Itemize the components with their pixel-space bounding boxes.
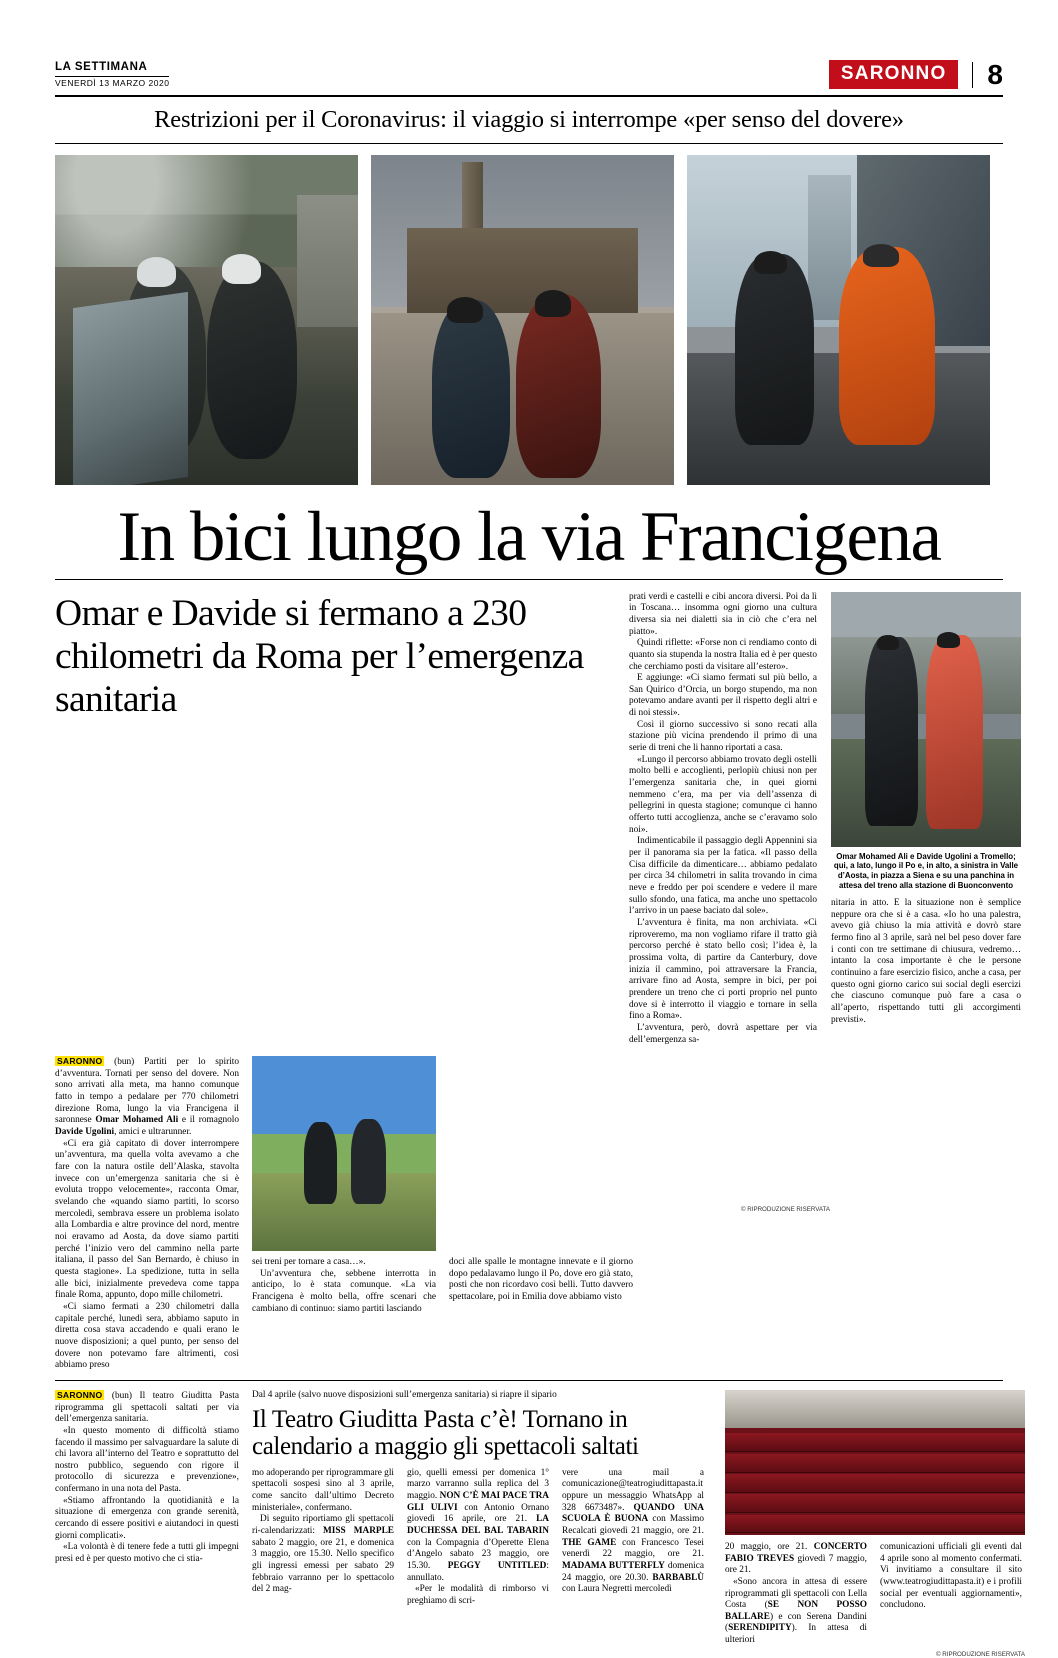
- photo-detail: [447, 297, 483, 323]
- bottom-column-1: [55, 1390, 239, 1658]
- bottom-article: [55, 1389, 1025, 1658]
- deck-and-columns: [55, 591, 1021, 1047]
- paragraph: «In questo momento di difficoltà stiamo facendo il massimo per salvaguardare la salute di chi lavora all’interno del Teatro e soprattutto del nostro pubblico, seguendo con rigore il protocollo di sicurezza e prevenzione», confermano in una nota del Pasta.: [55, 1425, 239, 1495]
- bottom-lead: [55, 1390, 239, 1566]
- story-column-credit: [646, 1056, 830, 1372]
- article-kicker: Restrizioni per il Coronavirus: il viaggio si interrompe «per senso del dovere»: [154, 106, 904, 133]
- section-rule: [55, 1380, 1003, 1381]
- paragraph: comunicazioni ufficiali gli eventi dal 4 aprile sono al momento confermati. Vi invitiamo a consultare il sito (www.teatrogiudittapasta.it) e i profili social per eventuali aggiornamenti», concludono.: [880, 1541, 1022, 1611]
- photo-detail: [351, 1119, 386, 1205]
- story-column-2b: [449, 1056, 633, 1372]
- main-story-columns: [55, 1056, 1003, 1372]
- photo-detail: [725, 1454, 1025, 1473]
- photo-detail: [137, 257, 176, 287]
- photo-detail: [877, 635, 900, 650]
- photo-piazza-siena: [371, 155, 674, 485]
- publication-date: VENERDÌ 13 MARZO 2020: [55, 78, 170, 89]
- bottom-headline: Il Teatro Giuditta Pasta c’è! Tornano in calendario a maggio gli spettacoli saltati: [252, 1405, 639, 1461]
- paragraph: L’avventura, però, dovrà aspettare per via dell’emergenza sa-: [629, 1022, 817, 1045]
- story-column-2: [252, 1056, 436, 1372]
- photo-detail: [725, 1474, 1025, 1493]
- copyright-notice-bottom: © RIPRODUZIONE RISERVATA: [935, 1650, 1025, 1658]
- paragraph: L’avventura è finita, ma non archiviata. «Ci riproveremo, ma non vogliamo rifare il tratto già percorso perché è stato bello così; l’idea è, la prossima volta, di partire da Canterbury, dove inizia il cammino, poi attraversare la Francia, arrivare fino ad Aosta, sempre in bici, per poi prendere un treno che ci porti proprio nel punto dove si è interrotto il viaggio e tornare in sella fino a Roma».: [629, 917, 817, 1022]
- paragraph-with-byline: [55, 1390, 239, 1426]
- photo-detail: [735, 254, 814, 445]
- page-title: In bici lungo la via Francigena: [117, 498, 941, 576]
- masthead: [55, 60, 1003, 97]
- photo-omar-davide-tromello: [831, 592, 1021, 847]
- photo-detail: [222, 254, 261, 284]
- paper-name: LA SETTIMANA: [55, 61, 148, 74]
- photo-row: [55, 155, 1003, 485]
- headline-rule: [55, 579, 1003, 580]
- paragraph: gio, quelli emessi per domenica 1° marzo varranno sulla replica del 3 maggio. NON C’È MAI PACE TRA GLI ULIVI con Antonio Ornano giovedì 16 aprile, ore 21. LA DUCHESSA DEL BAL TABARIN con la Compagnia d’Operette Elena d’Angelo sabato 23 maggio, ore 15.30. PEGGY UNTITLED: annullato.: [407, 1467, 549, 1583]
- paragraph-text: Partiti per lo spirito d’avventura. Tornati per senso del dovere. Non sono arrivati alla meta, ma hanno comunque fatto in tempo a pedalare per 770 chilometri direzione Roma, lungo la via Francigena il saronnese Omar Mohamed Ali e il romagnolo Davide Ugolini, amici e ultrarunner.: [55, 1057, 240, 1138]
- bottom-subcolumns-right: [725, 1542, 1025, 1647]
- photo-detail: [297, 195, 358, 327]
- paragraph: Indimenticabile il passaggio degli Appennini sia per il panorama sia per la fatica. «Il passo della Cisa difficile da dimenticare… abbiamo pedalato per circa 34 chilometri in salita trovando in cima neve e freddo per poi scendere e vedere il mare sullo sfondo, una fatica, ma anche uno spettacolo l’arrivo in un paese baciato dal sole».: [629, 836, 817, 917]
- bottom-column-6: [880, 1542, 1022, 1647]
- story-column-4-text: [831, 898, 1021, 1026]
- story-column-1-text: [55, 1056, 239, 1372]
- byline-author: (bun): [111, 1390, 132, 1401]
- byline-author: (bun): [114, 1057, 135, 1068]
- bottom-column-3: [407, 1468, 549, 1608]
- paragraph: vere una mail a comunicazione@teatrogiudittapasta.it oppure un messaggio WhatsApp al 328 6673487». QUANDO UNA SCUOLA È BUONA con Massimo Recalcati giovedì 21 maggio, ore 21. THE GAME con Francesco Tesei venerdì 22 maggio, ore 21. MADAMA BUTTERFLY domenica 24 maggio, ore 20.30. BARBABLÙ con Laura Negretti mercoledì: [562, 1467, 704, 1595]
- photo-detail: [432, 300, 511, 478]
- paragraph: Quindi riflette: «Forse non ci rendiamo conto di quanto sia stupenda la nostra Italia ed è per questo che cerchiamo posti da visitare all’estero».: [629, 638, 817, 672]
- byline-city: SARONNO: [57, 1056, 103, 1067]
- paragraph-text: Il teatro Giuditta Pasta riprogramma gli spettacoli saltati per via dell’emergenza sanitaria.: [55, 1390, 239, 1425]
- paragraph: «Sono ancora in attesa di essere riprogrammati gli spettacoli con Lella Costa (SE NON POSSO BALLARE) e con Serena Dandini (SERENDIPITY). In attesa di ulteriori: [725, 1576, 867, 1646]
- photo-detail: [937, 632, 960, 647]
- photo-detail: [304, 1122, 337, 1204]
- photo-teatro-giuditta-pasta: [725, 1390, 1025, 1535]
- paragraph: prati verdi e castelli e cibi ancora diversi. Poi da lì in Toscana… insomma ogni giorno una cultura diversa sia nei dialetti sia in ciò che c’era nel piatto».: [629, 591, 817, 637]
- photo-detail: [407, 228, 637, 327]
- story-column-2b-text: [449, 1257, 633, 1304]
- photo-caption: Omar Mohamed Ali e Davide Ugolini a Tromello; qui, a lato, lungo il Po e, in alto, a sinistra in Valle d’Aosta, in piazza a Siena e su una panchina in attesa del treno alla stazione di Buonconvento: [833, 851, 1019, 890]
- bottom-column-2: [252, 1468, 394, 1608]
- photo-detail: [926, 635, 983, 829]
- photo-detail: [516, 294, 601, 479]
- bottom-kicker: Dal 4 aprile (salvo nuove disposizioni sull’emergenza sanitaria) si riapre il sipario: [252, 1389, 557, 1400]
- vertical-divider: [972, 62, 973, 88]
- story-column-3-top: [629, 592, 817, 1047]
- paragraph: 20 maggio, ore 21. CONCERTO FABIO TREVES giovedì 7 maggio, ore 21.: [725, 1541, 867, 1576]
- edition-badge: SARONNO: [829, 60, 959, 89]
- paragraph: «Ci era già capitato di dover interrompere un’avventura, ma quella volta avevamo a che fare con la natura ostile dell’Alaska, stavolta invece con un’emergenza sanitaria che si è evoluta troppo velocemente», racconta Omar, svelando che «quando siamo partiti, lo scorso mercoledì, sembrava essere un problema isolato alla Lombardia e altre province del nord, mentre noi eravamo ad Aosta, da dove siamo partiti perché l’inizio vero del cammino nella parte italiana, il passo del San Bernardo, è chiuso in questa stagione». La spedizione, tutta in sella alle bici, inizialmente prevedeva come tappa finale Roma, appunto, dopo mille chilometri.: [55, 1138, 239, 1301]
- bottom-column-middle: [252, 1390, 712, 1658]
- photo-detail: [122, 264, 207, 455]
- paragraph: «Lungo il percorso abbiamo trovato degli ostelli molto belli e accoglienti, perlopiù chiusi non per l’emergenza sanitaria che, in quei giorni nemmeno c’era, ma per via dell’assenza di pellegrini in questa stagione; comunque ci hanno offerto tutti accoglienza, anche se c’eravamo solo noi».: [629, 754, 817, 835]
- photo-stazione-buonconvento: [687, 155, 990, 485]
- story-column-4-top: [831, 592, 1021, 1047]
- copyright-notice: © RIPRODUZIONE RISERVATA: [740, 1206, 830, 1214]
- paragraph: «La volontà è di tenere fede a tutti gli impegni presi ed è per questo motivo che ci stia-: [55, 1542, 239, 1565]
- photo-detail: [865, 637, 918, 826]
- paragraph: doci alle spalle le montagne innevate e il giorno dopo pedalavamo lungo il Po, dove ero già stato, posti che non ricordavo così belli. Tutto davvero spettacolare, poi in Emilia dove abbiamo visto: [449, 1257, 633, 1303]
- photo-detail: [863, 244, 899, 267]
- byline-city: SARONNO: [57, 1389, 103, 1400]
- paragraph: «Ci siamo fermati a 230 chilometri dalla capitale perché, lunedì sera, abbiamo saputo in diretta cosa stava accadendo e quali erano le nuove disposizioni; a quel punto, per senso del dovere non potevamo fare altrimenti, così abbiamo preso: [55, 1301, 239, 1371]
- story-column-1: [55, 1056, 239, 1372]
- paragraph: Di seguito riportiamo gli spettacoli ri-calendarizzati: MISS MARPLE sabato 2 maggio, ore 21, e domenica 3 maggio, ore 15.30. Nello specifico gli ingressi emessi per sabato 29 febbraio varranno per lo spettacolo del 2 mag-: [252, 1514, 395, 1595]
- story-column-2-text: [252, 1257, 436, 1315]
- photo-detail: [535, 290, 571, 316]
- article-deck: Omar e Davide si fermano a 230 chilometri da Roma per l’emergenza sanitaria: [55, 592, 584, 720]
- bottom-subcolumns: [252, 1468, 712, 1608]
- paragraph: «Per le modalità di rimborso vi preghiamo di scri-: [407, 1584, 549, 1606]
- paragraph: nitaria in atto. E la situazione non è semplice neppure ora che si è a casa. «Io ho una palestra, avevo già chiuso la mia attività e dovrò stare fermo fino al 3 aprile, sarà nel bel peso dover fare i conti con tre settimane di chiusura, vedremo… intanto la cosa importante è che le persone continuino a fare esercizio fisico, anche a casa, per questo ogni giorno carico sui social degli esercizi che ciascuno comunque può fare a casa o all’aperto, rispettando tutti gli accorgimenti previsti».: [831, 898, 1021, 1025]
- paragraph-with-byline: [55, 1056, 239, 1139]
- bottom-column-right: [725, 1390, 1025, 1658]
- masthead-left: [55, 61, 169, 89]
- photo-detail: [207, 261, 298, 459]
- photo-detail: [725, 1433, 1025, 1452]
- paragraph: sei treni per tornare a casa…».: [252, 1257, 366, 1268]
- paragraph: «Stiamo affrontando la quotidianità e la situazione di emergenza con grande serenità, cercando di essere positivi e aiutandoci in questi giorni complicati».: [55, 1495, 239, 1541]
- photo-detail: [725, 1515, 1025, 1534]
- photo-detail: [839, 247, 936, 445]
- bottom-column-5: [725, 1542, 867, 1647]
- kicker-bar: [55, 97, 1003, 144]
- photo-detail: [725, 1494, 1025, 1513]
- page-number: 8: [987, 58, 1003, 90]
- paragraph: E aggiunge: «Ci siamo fermati sul più bello, a San Quirico d’Orcia, un borgo stupendo, ma non potevamo andare avanti per il rispetto degli altri e di noi stessi».: [629, 673, 817, 719]
- photo-lungo-il-po: [252, 1056, 436, 1251]
- photo-detail: [754, 251, 787, 274]
- masthead-right: [829, 60, 1003, 89]
- paragraph: Un’avventura che, sebbene interrotta in anticipo, lo è stata comunque. «La via Francigena è molto bella, offre scenari che cambiano di continuo: siamo partiti lasciando: [252, 1268, 436, 1314]
- photo-valle-daosta: [55, 155, 358, 485]
- paragraph: Così il giorno successivo si sono recati alla stazione più vicina prendendo il primo di una serie di treni che li hanno riportati a casa.: [629, 719, 817, 754]
- bottom-column-4: [562, 1468, 704, 1608]
- photo-detail: [252, 1173, 436, 1251]
- paragraph: mo adoperando per riprogrammare gli spettacoli sospesi sino al 3 aprile, come sancito dall’ultimo Decreto ministeriale», confermano.: [252, 1467, 394, 1513]
- photo-detail: [725, 1390, 1025, 1428]
